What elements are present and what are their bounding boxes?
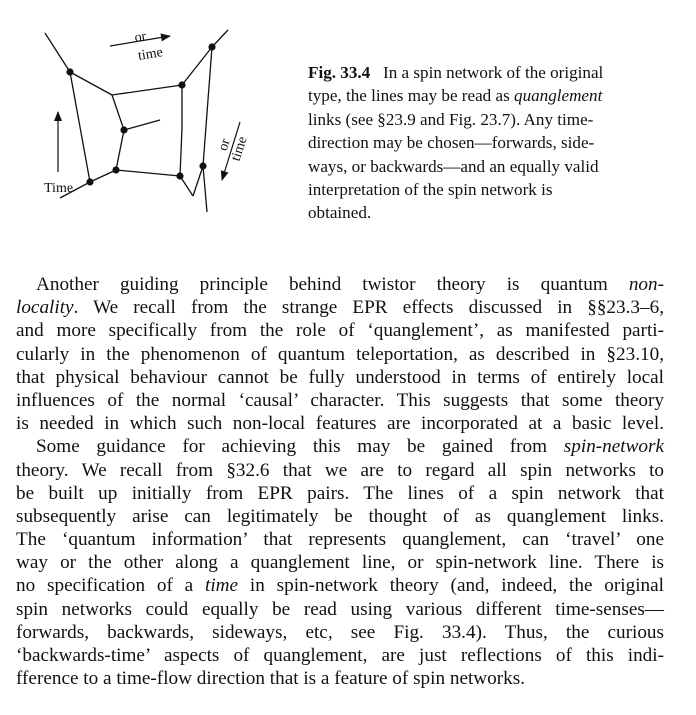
network-line bbox=[70, 72, 90, 182]
network-line bbox=[203, 166, 207, 212]
text-line: locality. We recall from the strange EPR effects discussed in §§23.3–6, bbox=[16, 297, 664, 319]
network-line bbox=[112, 85, 182, 95]
caption-line: ways, or backwards—and an equally valid bbox=[308, 156, 599, 176]
arrow-label-time-top: time bbox=[136, 45, 164, 64]
network-line bbox=[124, 120, 160, 130]
network-line bbox=[70, 72, 112, 95]
text-line: forwards, backwards, sideways, etc, see Fig. 33.4). Thus, the curious bbox=[16, 621, 664, 643]
network-line bbox=[45, 33, 70, 72]
spin-network-vertices bbox=[66, 43, 215, 185]
caption-text: type, the lines may be read as bbox=[308, 86, 515, 106]
network-vertex bbox=[66, 68, 73, 75]
network-vertex bbox=[199, 162, 206, 169]
text-line: The ‘quantum information’ that represents quanglement, can ‘travel’ one bbox=[16, 529, 664, 551]
caption-line: obtained. bbox=[308, 203, 372, 223]
network-line bbox=[116, 170, 180, 176]
text-line: no specification of a time in spin-network theory (and, indeed, the original bbox=[16, 575, 664, 597]
network-vertex bbox=[120, 126, 127, 133]
text-line: fference to a time-flow direction that is a feature of spin networks. bbox=[16, 668, 525, 690]
network-line bbox=[182, 47, 212, 85]
network-vertex bbox=[176, 172, 183, 179]
paragraph-nonlocality bbox=[16, 273, 664, 435]
caption-line: interpretation of the spin network is bbox=[308, 180, 553, 200]
arrow-label-or-top: or bbox=[133, 29, 148, 46]
network-line bbox=[180, 128, 182, 176]
text-line: that physical behaviour cannot be fully understood in terms of entirely local bbox=[16, 366, 664, 388]
caption-text: In a spin network of the original bbox=[383, 63, 604, 82]
text-line: way or the other along a quanglement line, or spin-network line. There is bbox=[16, 552, 664, 574]
emphasis: time bbox=[205, 575, 239, 597]
network-line bbox=[112, 95, 124, 130]
network-line bbox=[193, 166, 203, 196]
body-text bbox=[16, 273, 664, 690]
network-line bbox=[116, 130, 124, 170]
text-line: ‘backwards-time’ aspects of quanglement, are just reflections of this indi- bbox=[16, 645, 664, 666]
text-line: influences of the normal ‘causal’ character. This suggests that some theory bbox=[16, 389, 664, 411]
arrow-label-time-right: time bbox=[228, 134, 251, 164]
network-vertex bbox=[178, 81, 185, 88]
text-line: be built up initially from EPR pairs. The lines of a spin network that bbox=[16, 482, 664, 504]
text-line: Another guiding principle behind twistor theory is quantum non- bbox=[36, 274, 664, 295]
caption-line: direction may be chosen—forwards, side- bbox=[308, 133, 595, 153]
text-line: subsequently arise can legitimately be thought of as quanglement links. bbox=[16, 505, 664, 527]
caption-line bbox=[308, 61, 663, 84]
text-line: spin networks could equally be read using various different time-senses— bbox=[16, 598, 664, 620]
paragraph-spin-network bbox=[16, 435, 664, 690]
arrow-label-or-right: or bbox=[215, 137, 234, 153]
network-vertex bbox=[112, 166, 119, 173]
emphasis: locality bbox=[16, 297, 74, 319]
text-line: theory. We recall from §32.6 that we are to regard all spin networks to bbox=[16, 459, 664, 481]
network-line bbox=[90, 170, 116, 182]
text-line: cularly in the phenomenon of quantum teleportation, as described in §23.10, bbox=[16, 343, 664, 365]
spin-network-figure bbox=[0, 0, 300, 225]
figure-caption bbox=[308, 61, 663, 225]
emphasis: non- bbox=[628, 274, 664, 295]
network-vertex bbox=[86, 178, 93, 185]
network-line bbox=[203, 47, 212, 166]
caption-line: links (see §23.9 and Fig. 23.7). Any time- bbox=[308, 109, 594, 129]
arrow-label-time-left: Time bbox=[44, 181, 74, 196]
text-line: and more specifically from the role of ‘quanglement’, as manifested parti- bbox=[16, 320, 664, 342]
text-line: is needed in which such non-local features are incorporated at a basic level. bbox=[16, 413, 664, 435]
figure-label: Fig. 33.4 bbox=[308, 63, 371, 82]
caption-emphasis: quanglement bbox=[514, 86, 603, 106]
emphasis: spin-network bbox=[563, 436, 664, 458]
network-vertex bbox=[208, 43, 215, 50]
caption-line bbox=[308, 84, 663, 107]
text-line: Some guidance for achieving this may be gained from spin-network bbox=[36, 436, 664, 458]
